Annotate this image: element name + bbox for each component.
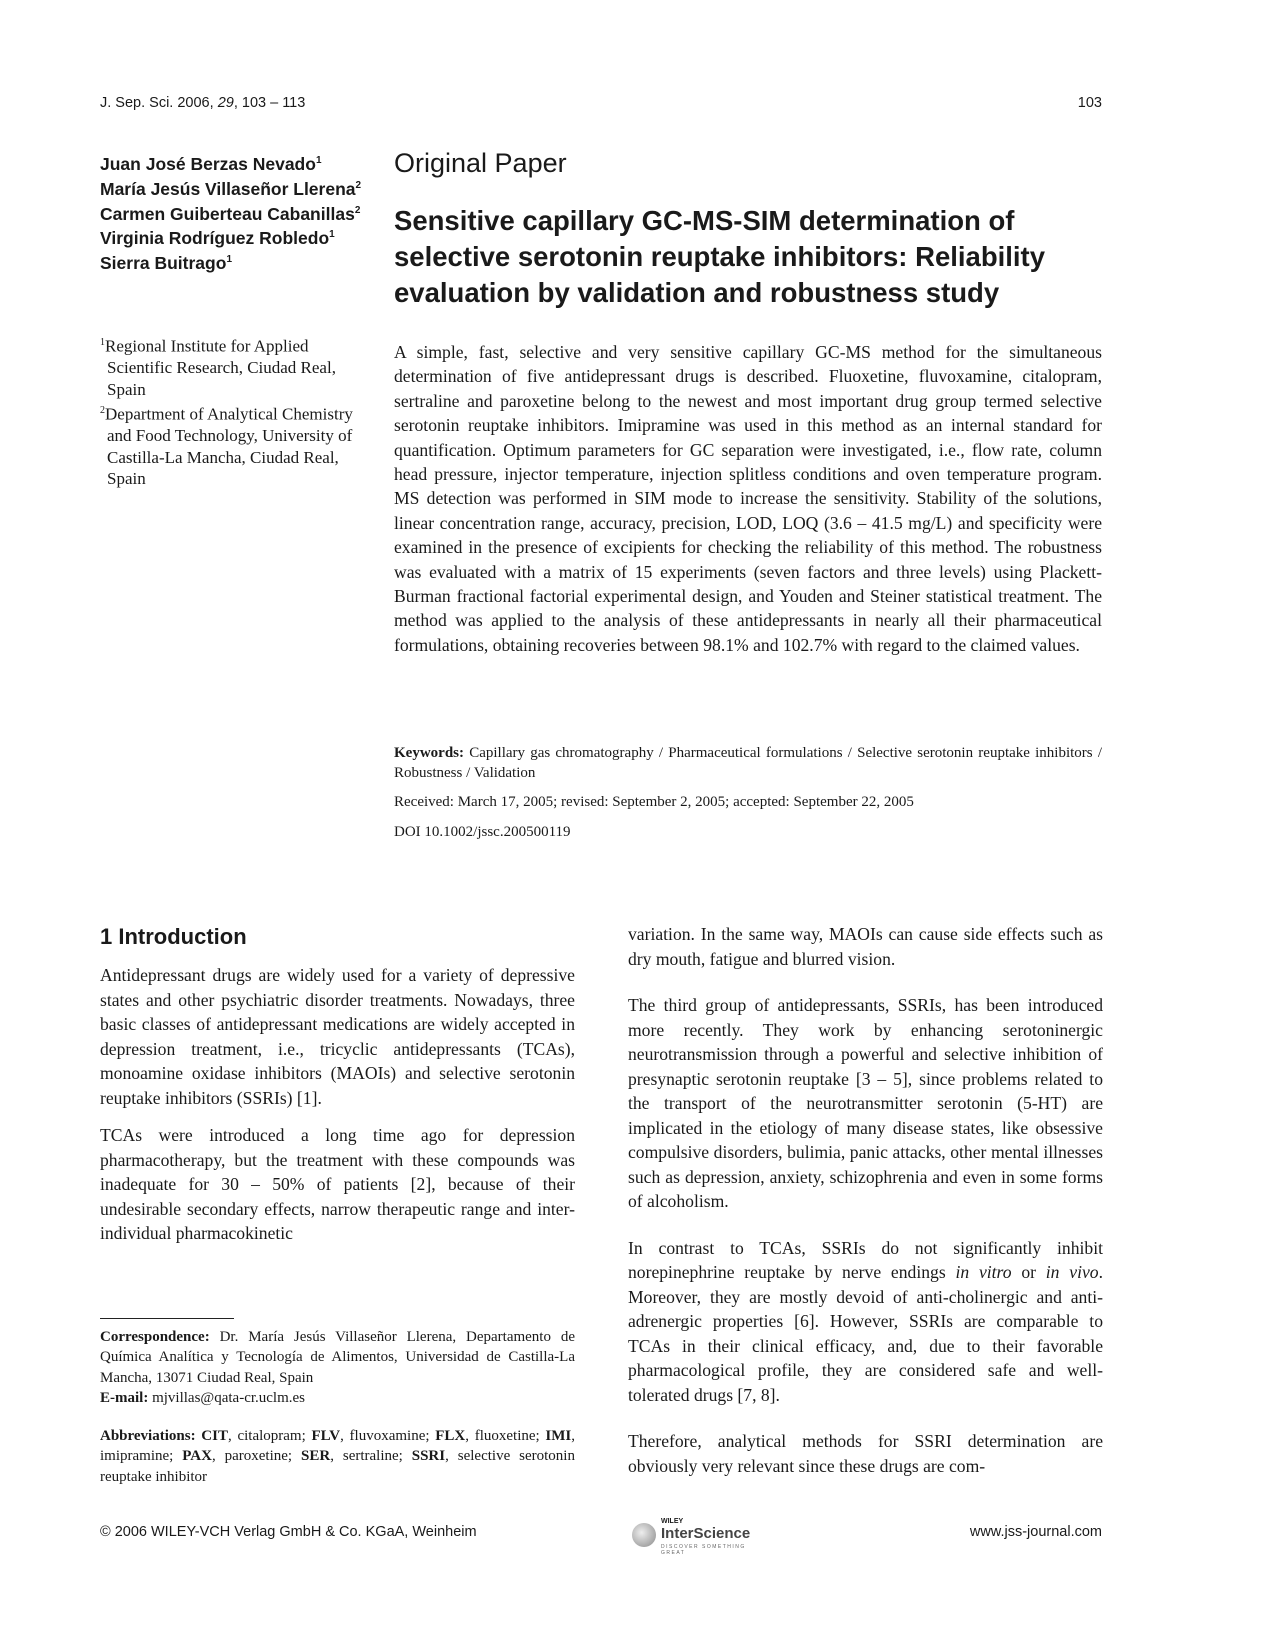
- abbr-value: , sertraline;: [330, 1448, 412, 1465]
- section-heading: 1 Introduction: [100, 924, 247, 949]
- journal-volume: 29: [217, 95, 234, 111]
- author-affiliation-mark: 1: [315, 155, 322, 166]
- abbreviations-label: Abbreviations:: [100, 1428, 196, 1445]
- paragraph: [628, 1236, 1103, 1408]
- author: [100, 150, 370, 175]
- affiliation-number: 1: [100, 337, 105, 348]
- author-list: [100, 150, 370, 274]
- right-column: [628, 922, 1103, 1491]
- text: . Moreover, they are mostly devoid of anti-cholinergic and anti-adrenergic properties [6]. However, SSRIs are comparable to TCAs in their clinical efficacy, and, due to their favorable pharmacological profile, they are considered safe and well-tolerated drugs [7, 8].: [628, 1262, 1103, 1405]
- globe-icon: [632, 1523, 656, 1547]
- paragraph: variation. In the same way, MAOIs can cause side effects such as dry mouth, fatigue and blurred vision.: [628, 924, 1103, 969]
- paragraph: The third group of antidepressants, SSRIs, has been introduced more recently. They work by enhancing serotoninergic neurotransmission through a powerful and selective inhibition of presynaptic serotonin reuptake [3 – 5], since problems related to the transport of the neurotransmitter serotonin (5-HT) are implicated in the etiology of many disease states, like obsessive compulsive disorders, bulimia, panic attacks, other mental illnesses such as depression, anxiety, schizophrenia and even in some forms of alcoholism.: [628, 995, 1103, 1211]
- keywords: [394, 743, 1102, 783]
- journal-citation: [100, 95, 305, 111]
- author: [100, 249, 370, 274]
- abbr-key: FLX: [435, 1428, 466, 1445]
- abbr-key: PAX: [182, 1448, 212, 1465]
- affiliation-number: 2: [100, 405, 105, 417]
- abbr-value: , fluoxetine;: [465, 1428, 546, 1445]
- abstract: A simple, fast, selective and very sensitive capillary GC-MS method for the simultaneous determination of five antidepressant drugs is described. Fluoxetine, fluvoxamine, citalopram, sertraline and paroxetine belong to the newest and most important drug group termed selective serotonin reuptake inhibitors. Imipramine was used in this method as an internal standard for quantification. Optimum parameters for GC separation were investigated, i.e., flow rate, column head pressure, injector temperature, injection splitless conditions and oven temperature program. MS detection was performed in SIM mode to increase the sensitivity. Stability of the solutions, linear concentration range, accuracy, precision, LOD, LOQ (3.6 – 41.5 mg/L) and specificity were examined in the presence of excipients for checking the reliability of this method. The robustness was evaluated with a matrix of 15 experiments (seven factors and three levels) using Plackett-Burman fractional factorial experimental design, and Youden and Steiner statistical treatment. The method was applied to the analysis of these antidepressants in nearly all their pharmaceutical formulations, obtaining recoveries between 98.1% and 102.7% with regard to the claimed values.: [394, 342, 1102, 655]
- correspondence-note: [100, 1327, 575, 1408]
- abbr-value: , citalopram;: [227, 1428, 312, 1445]
- affiliations: [100, 332, 370, 490]
- running-head: [100, 95, 1102, 111]
- author-affiliation-mark: 2: [354, 204, 361, 216]
- text: or: [1011, 1262, 1046, 1282]
- keywords-text: Capillary gas chromatography / Pharmaceutical formulations / Selective serotonin reuptake inhibitors / Robustness / Validation: [394, 745, 1102, 781]
- doi: DOI 10.1002/jssc.200500119: [394, 824, 571, 840]
- author-affiliation-mark: 2: [355, 179, 362, 191]
- author-affiliation-mark: 1: [226, 254, 232, 266]
- affiliation: [100, 332, 370, 400]
- abbr-value: , imipramine;: [100, 1428, 575, 1465]
- copyright: © 2006 WILEY-VCH Verlag GmbH & Co. KGaA, Weinheim: [100, 1524, 477, 1540]
- interscience-logo: [627, 1518, 767, 1556]
- paper-type: Original Paper: [394, 148, 567, 178]
- page-number: 103: [1077, 95, 1102, 111]
- logo-publisher: WILEY: [661, 1518, 684, 1525]
- text: In contrast to TCAs, SSRIs do not significantly inhibit norepinephrine reuptake by nerve endings: [628, 1237, 1103, 1282]
- logo-name: InterScience: [661, 1525, 751, 1542]
- correspondence-label: Correspondence:: [100, 1329, 210, 1345]
- paragraph: Therefore, analytical methods for SSRI determination are obviously very relevant since these drugs are com-: [628, 1431, 1103, 1476]
- author-affiliation-mark: 1: [329, 229, 335, 241]
- footnotes: [100, 1327, 575, 1505]
- paper-title: Sensitive capillary GC-MS-SIM determination of selective serotonin reuptake inhibitors: Reliability evaluation by validation and robustness study: [394, 205, 1046, 308]
- italic-text: in vitro: [955, 1262, 1012, 1282]
- paragraph: TCAs were introduced a long time ago for depression pharmacotherapy, but the treatment with these compounds was inadequate for 30 – 50% of patients [2], because of their undesirable secondary effects, narrow therapeutic range and inter-individual pharmacokinetic: [100, 1125, 575, 1243]
- email-label: E-mail:: [100, 1389, 149, 1406]
- abbr-key: SER: [301, 1448, 331, 1465]
- logo-tagline: DISCOVER SOMETHING GREAT: [661, 1544, 746, 1556]
- abbr-value: , selective serotonin reuptake inhibitor: [100, 1448, 575, 1485]
- author-name: Sierra Buitrago: [100, 253, 227, 274]
- journal-prefix: J. Sep. Sci. 2006,: [100, 95, 218, 111]
- abbr-value: , fluvoxamine;: [340, 1428, 436, 1445]
- affiliation-text: Department of Analytical Chemistry and Food Technology, University of Castilla-La Mancha, Ciudad Real, Spain: [105, 404, 353, 489]
- author: [100, 175, 370, 200]
- journal-website[interactable]: www.jss-journal.com: [969, 1524, 1102, 1540]
- author: [100, 200, 370, 225]
- author-name: Virginia Rodríguez Robledo: [100, 228, 330, 249]
- keywords-label: Keywords:: [394, 745, 464, 761]
- abbr-value: , paroxetine;: [211, 1448, 301, 1465]
- abbr-key: IMI: [545, 1428, 572, 1445]
- author-name: María Jesús Villaseñor Llerena: [100, 178, 356, 199]
- author-name: Juan José Berzas Nevado: [100, 153, 316, 174]
- italic-text: in vivo: [1045, 1262, 1099, 1282]
- abbr-key: FLV: [311, 1428, 341, 1445]
- journal-pages: , 103 – 113: [233, 95, 306, 111]
- author-name: Carmen Guiberteau Cabanillas: [100, 203, 355, 224]
- abbreviations-note: [100, 1426, 575, 1487]
- footnote-divider: [100, 1318, 234, 1319]
- correspondence-text: Dr. María Jesús Villaseñor Llerena, Departamento de Química Analítica y Tecnología de Alimentos, Universidad de Castilla-La Mancha, 13071 Ciudad Real, Spain: [100, 1329, 575, 1386]
- abbr-key: SSRI: [411, 1448, 446, 1465]
- affiliation-text: Regional Institute for Applied Scientific Research, Ciudad Real, Spain: [105, 336, 336, 399]
- left-column: [100, 963, 575, 1259]
- affiliation: [100, 400, 370, 490]
- paragraph: Antidepressant drugs are widely used for a variety of depressive states and other psychiatric disorder treatments. Nowadays, three basic classes of antidepressant medications are widely accepted in depression treatment, i.e., tricyclic antidepressants (TCAs), monoamine oxidase inhibitors (MAOIs) and selective serotonin reuptake inhibitors (SSRIs) [1].: [100, 965, 575, 1108]
- author: [100, 224, 370, 249]
- email-link[interactable]: mjvillas@qata-cr.uclm.es: [148, 1389, 306, 1406]
- abbr-key: CIT: [201, 1428, 228, 1445]
- received-dates: Received: March 17, 2005; revised: September 2, 2005; accepted: September 22, 2005: [394, 794, 914, 810]
